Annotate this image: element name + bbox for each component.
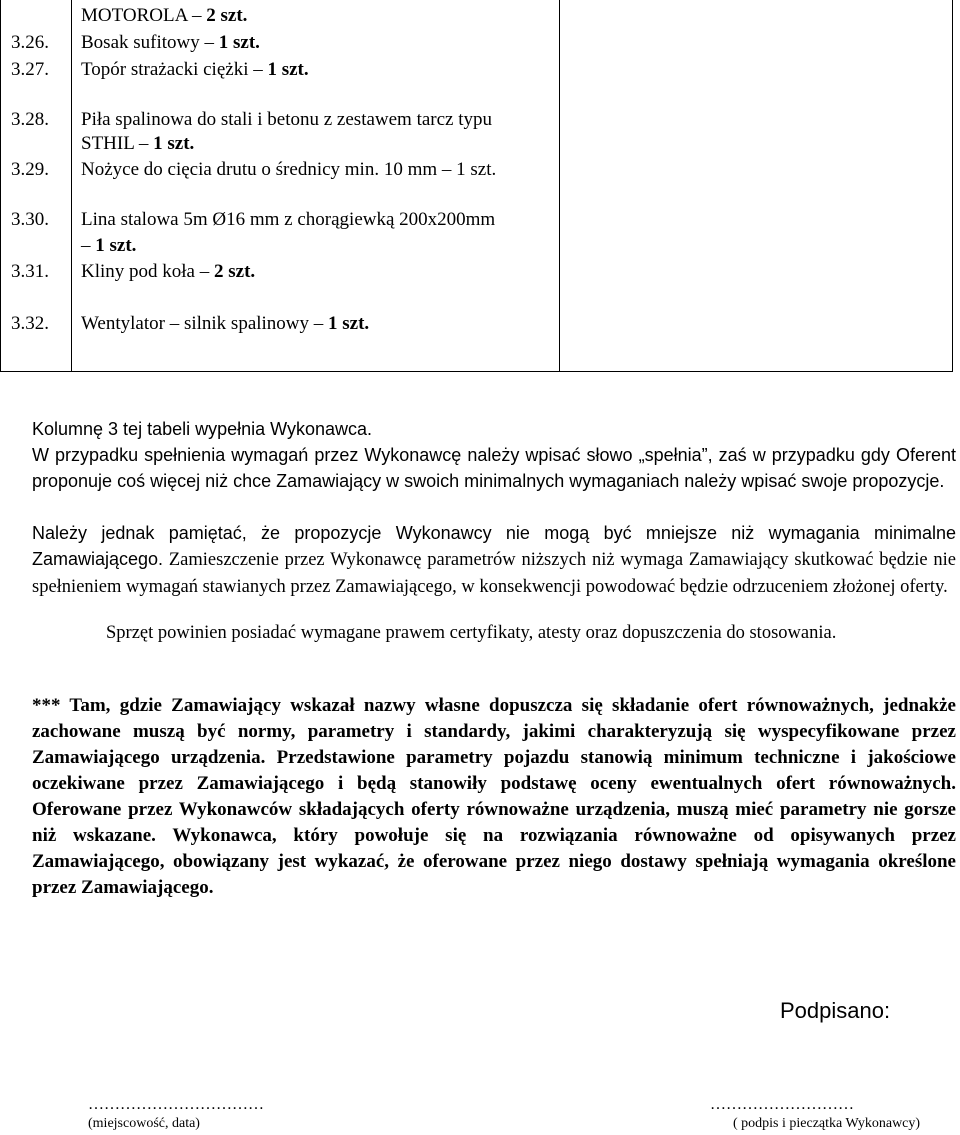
instruction-paragraph: Sprzęt powinien posiadać wymagane prawem certyfikaty, atesty oraz dopuszczenia do stosowania. [106,623,837,643]
signature-line: ……………………… [710,1096,854,1113]
item-text: – 1 szt. [81,235,137,256]
item-number: 3.27. [11,59,49,80]
equipment-table [0,0,953,372]
table-column-divider [71,0,72,371]
instruction-paragraph: Należy jednak pamiętać, że propozycje Wykonawcy nie mogą być mniejsze niż wymagania minimalne Zamawiającego. Zamieszczenie przez Wykonawcę parametrów niższych niż wymaga Zamawiający skutkować będzie nie spełnieniem wymagań stawianych przez Zamawiającego, w konsekwencji powodować będzie odrzuceniem złożonej oferty. [32,523,956,597]
equivalence-note: *** Tam, gdzie Zamawiający wskazał nazwy własne dopuszcza się składanie ofert równoważnych, jednakże zachowane muszą być normy, parametry i standardy, jakimi charakteryzują się wyspecyfikowane przez Zamawiającego urządzenia. Przedstawione parametry pojazdu stanowią minimum techniczne i jakościowe oczekiwane przez Zamawiającego i będą stanowiły podstawę oceny ewentualnych ofert równoważnych. Oferowane przez Wykonawców składających oferty równoważne urządzenia, muszą mieć parametry nie gorsze niż wskazane. Wykonawca, który powołuje się na rozwiązania równoważne od opisywanych przez Zamawiającego, obowiązany jest wykazać, że oferowane przez niego dostawy spełniają wymagania określone przez Zamawiającego. [32,695,956,898]
place-date-line: …………………………… [88,1096,264,1113]
item-text: Kliny pod koła – 2 szt. [81,261,256,282]
item-text: MOTOROLA – 2 szt. [81,5,248,26]
item-text: Piła spalinowa do stali i betonu z zestawem tarcz typu [81,109,493,130]
item-number: 3.31. [11,261,49,282]
item-number: 3.29. [11,159,49,180]
signature-caption: ( podpis i pieczątka Wykonawcy) [733,1116,921,1131]
item-text: Nożyce do cięcia drutu o średnicy min. 10 mm – 1 szt. [81,159,497,180]
item-number: 3.32. [11,313,49,334]
item-text: Lina stalowa 5m Ø16 mm z chorągiewką 200x200mm [81,209,496,230]
item-text: Wentylator – silnik spalinowy – 1 szt. [81,313,370,334]
item-number: 3.28. [11,109,49,130]
instruction-line: Kolumnę 3 tej tabeli wypełnia Wykonawca. [32,419,373,439]
item-text: Topór strażacki ciężki – 1 szt. [81,59,309,80]
instruction-paragraph: W przypadku spełnienia wymagań przez Wykonawcę należy wpisać słowo „spełnia”, zaś w przypadku gdy Oferent proponuje coś więcej niż chce Zamawiający w swoich minimalnych wymaganiach należy wpisać swoje propozycje. [32,445,956,491]
item-text: Bosak sufitowy – 1 szt. [81,32,260,53]
item-number: 3.30. [11,209,49,230]
place-date-caption: (miejscowość, data) [88,1116,200,1131]
signature-label: Podpisano: [780,998,891,1023]
item-number: 3.26. [11,32,49,53]
item-text: STHIL – 1 szt. [81,133,195,154]
table-column-divider [559,0,560,371]
